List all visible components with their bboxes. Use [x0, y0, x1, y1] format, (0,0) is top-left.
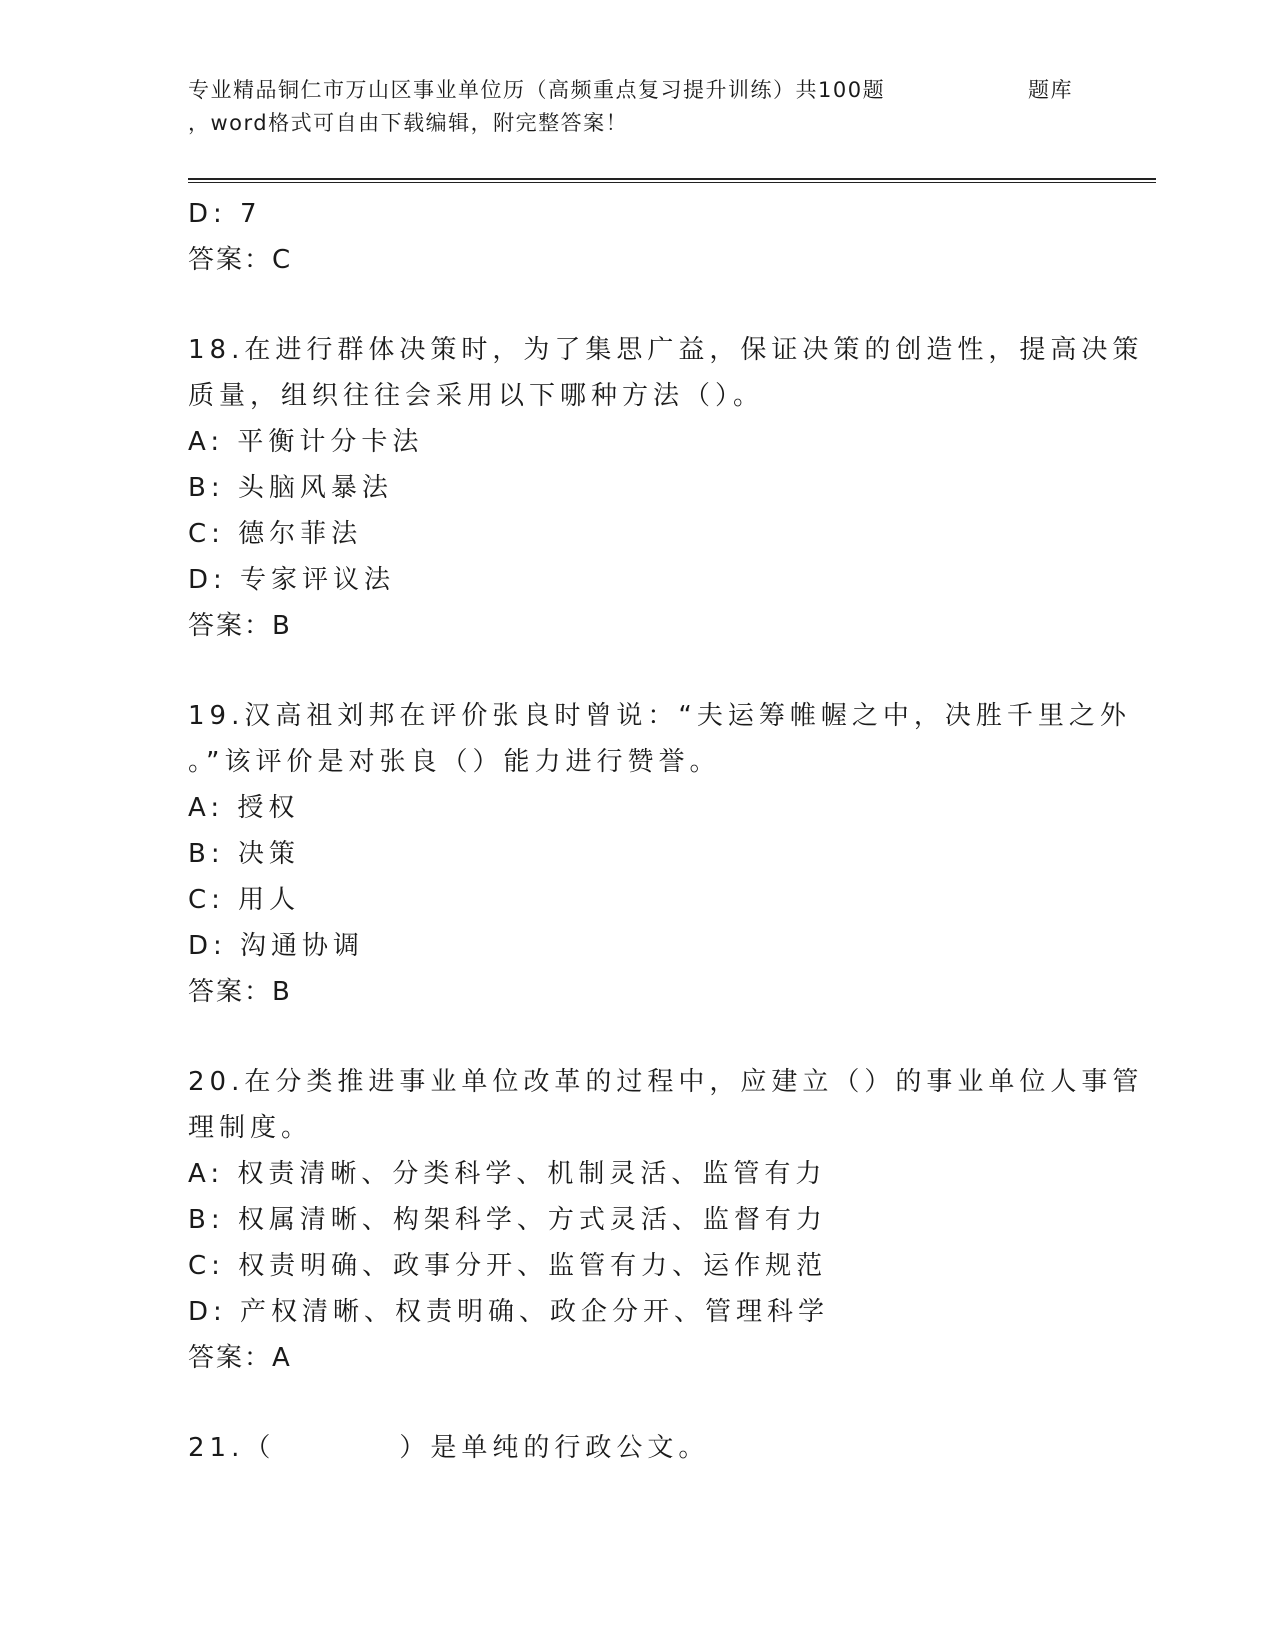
- question-19: [188, 693, 1131, 1015]
- question-text: 21.（ ）是单纯的行政公文。: [188, 1433, 710, 1463]
- option-d: D: 沟通协调: [188, 931, 365, 961]
- question-21: [188, 1425, 1078, 1471]
- option-a: A: 平衡计分卡法: [188, 427, 424, 457]
- option-d: D: 专家评议法: [188, 565, 396, 595]
- question-text: 理制度。: [188, 1113, 313, 1143]
- question-text: 质量，组织往往会采用以下哪种方法（）。: [188, 381, 765, 411]
- answer: 答案：A: [188, 1343, 292, 1373]
- option-c: C: 权责明确、政事分开、监管有力、运作规范: [188, 1251, 828, 1281]
- header-tag: 题库: [1028, 78, 1073, 102]
- option-d: D: 7: [188, 199, 262, 229]
- page-header: [188, 74, 1088, 140]
- answer: 答案：B: [188, 611, 292, 641]
- header-subtitle: ，word格式可自由下载编辑，附完整答案！: [188, 111, 629, 135]
- header-divider: [188, 178, 1156, 180]
- option-b: B: 权属清晰、构架科学、方式灵活、监督有力: [188, 1205, 827, 1235]
- question-text: 。”该评价是对张良（）能力进行赞誉。: [188, 747, 721, 777]
- question-text: 20.在分类推进事业单位改革的过程中，应建立（）的事业单位人事管: [188, 1067, 1144, 1097]
- header-divider-thin: [188, 182, 1156, 183]
- option-a: A: 授权: [188, 793, 300, 823]
- question-20: [188, 1059, 1144, 1381]
- header-title-row: [188, 74, 1088, 107]
- option-c: C: 德尔菲法: [188, 519, 363, 549]
- answer: 答案：C: [188, 245, 293, 275]
- question-text: 19.汉高祖刘邦在评价张良时曾说：“夫运筹帷幄之中，决胜千里之外: [188, 701, 1131, 731]
- question-text: 18.在进行群体决策时，为了集思广益，保证决策的创造性，提高决策: [188, 335, 1144, 365]
- question-list: [188, 191, 1144, 1471]
- option-b: B: 头脑风暴法: [188, 473, 393, 503]
- answer: 答案：B: [188, 977, 292, 1007]
- option-d: D: 产权清晰、权责明确、政企分开、管理科学: [188, 1297, 830, 1327]
- option-b: B: 决策: [188, 839, 300, 869]
- option-a: A: 权责清晰、分类科学、机制灵活、监管有力: [188, 1159, 827, 1189]
- header-title: 专业精品铜仁市万山区事业单位历（高频重点复习提升训练）共100题: [188, 78, 886, 102]
- question-18: [188, 327, 1144, 649]
- option-c: C: 用人: [188, 885, 301, 915]
